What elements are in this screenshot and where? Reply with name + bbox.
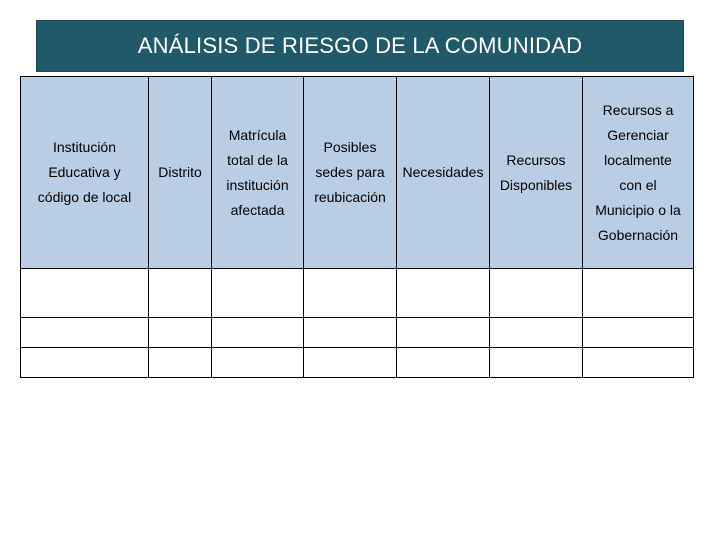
table-cell[interactable]	[397, 348, 490, 378]
header-distrito: Distrito	[149, 77, 212, 269]
table-cell[interactable]	[583, 348, 694, 378]
table-row	[21, 318, 694, 348]
table-cell[interactable]	[583, 318, 694, 348]
header-institucion: Institución Educativa y código de local	[21, 77, 149, 269]
table-cell[interactable]	[304, 348, 397, 378]
table-cell[interactable]	[490, 269, 583, 318]
table-cell[interactable]	[212, 348, 304, 378]
title-banner	[36, 20, 684, 72]
table-cell[interactable]	[149, 318, 212, 348]
table-cell[interactable]	[21, 269, 149, 318]
header-matricula: Matrícula total de la institución afectada	[212, 77, 304, 269]
header-necesidades: Necesidades	[397, 77, 490, 269]
table-cell[interactable]	[212, 318, 304, 348]
table-cell[interactable]	[21, 348, 149, 378]
table-cell[interactable]	[149, 348, 212, 378]
table-cell[interactable]	[583, 269, 694, 318]
table-cell[interactable]	[149, 269, 212, 318]
page-title: ANÁLISIS DE RIESGO DE LA COMUNIDAD	[137, 33, 583, 58]
table-cell[interactable]	[21, 318, 149, 348]
table-cell[interactable]	[397, 318, 490, 348]
header-recursos-disponibles: Recursos Disponibles	[490, 77, 583, 269]
risk-analysis-table	[20, 76, 694, 378]
table-cell[interactable]	[490, 348, 583, 378]
header-recursos-gerenciar: Recursos a Gerenciar localmente con el Municipio o la Gobernación	[583, 77, 694, 269]
header-row	[21, 77, 694, 269]
table-row	[21, 269, 694, 318]
table-cell[interactable]	[397, 269, 490, 318]
table-cell[interactable]	[490, 318, 583, 348]
table-row	[21, 348, 694, 378]
table-cell[interactable]	[212, 269, 304, 318]
header-sedes: Posibles sedes para reubicación	[304, 77, 397, 269]
table-cell[interactable]	[304, 318, 397, 348]
table-cell[interactable]	[304, 269, 397, 318]
